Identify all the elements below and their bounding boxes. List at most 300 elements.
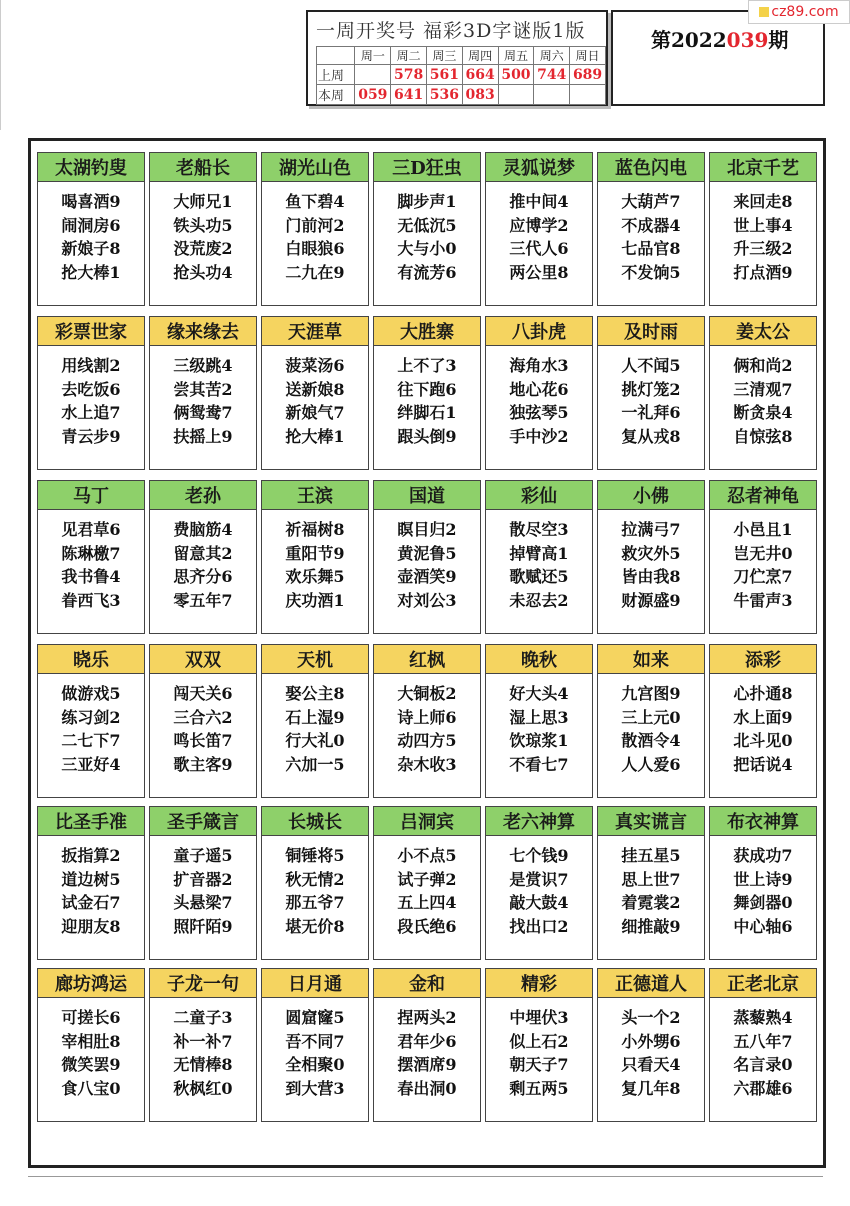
riddle-line: 行大礼0 bbox=[285, 731, 345, 750]
riddle-line: 二七下7 bbox=[61, 731, 121, 750]
riddle-card bbox=[37, 806, 145, 960]
riddle-card bbox=[37, 152, 145, 306]
riddle-card bbox=[149, 316, 257, 470]
card-author: 长城长 bbox=[262, 807, 368, 836]
riddle-card bbox=[261, 968, 369, 1122]
riddle-card bbox=[597, 806, 705, 960]
riddle-line: 三合六2 bbox=[173, 707, 233, 727]
riddle-card bbox=[37, 644, 145, 798]
row-label: 上周 bbox=[317, 65, 355, 85]
issue-digits: 039 bbox=[726, 28, 769, 52]
day-header-row bbox=[317, 47, 606, 65]
card-author: 王滨 bbox=[262, 481, 368, 510]
card-author: 北京千艺 bbox=[710, 153, 816, 182]
card-author: 湖光山色 bbox=[262, 153, 368, 182]
riddle-line: 青云步9 bbox=[61, 426, 121, 446]
day-label: 周三 bbox=[427, 47, 463, 65]
card-author: 日月通 bbox=[262, 969, 368, 998]
card-riddles bbox=[710, 674, 816, 776]
riddle-line: 三级跳4 bbox=[173, 356, 233, 375]
issue-panel bbox=[611, 10, 825, 106]
card-author: 子龙一句 bbox=[150, 969, 256, 998]
riddle-line: 掉臂高1 bbox=[509, 543, 569, 563]
card-riddles bbox=[374, 998, 480, 1100]
card-riddles bbox=[486, 998, 592, 1100]
issue-prefix: 第2022 bbox=[651, 28, 727, 52]
riddle-line: 童子遥5 bbox=[173, 846, 233, 865]
riddle-line: 俩和尚2 bbox=[733, 356, 793, 375]
riddle-line: 上不了3 bbox=[397, 356, 457, 375]
riddle-line: 绊脚石1 bbox=[397, 403, 457, 422]
riddle-line: 名言录0 bbox=[733, 1055, 793, 1074]
riddle-line: 未忍去2 bbox=[509, 590, 569, 610]
card-riddles bbox=[710, 836, 816, 938]
card-riddles bbox=[262, 998, 368, 1100]
riddle-line: 补一补7 bbox=[173, 1031, 233, 1051]
riddle-card bbox=[373, 480, 481, 634]
card-riddles bbox=[38, 998, 144, 1100]
riddle-line: 牛雷声3 bbox=[733, 590, 793, 610]
card-author: 缘来缘去 bbox=[150, 317, 256, 346]
riddle-line: 照阡陌9 bbox=[173, 916, 233, 936]
issue-number bbox=[651, 24, 788, 53]
riddle-line: 五上四4 bbox=[397, 893, 457, 912]
riddle-card bbox=[149, 152, 257, 306]
riddle-line: 歌赋还5 bbox=[509, 567, 569, 586]
riddle-line: 动四方5 bbox=[397, 731, 457, 750]
riddle-line: 壶酒笑9 bbox=[397, 567, 457, 586]
riddle-line: 圆窟窿5 bbox=[285, 1008, 345, 1027]
riddle-line: 救灾外5 bbox=[621, 543, 681, 563]
draw-number: 689 bbox=[570, 65, 606, 85]
card-author: 天涯草 bbox=[262, 317, 368, 346]
riddle-line: 推中间4 bbox=[509, 192, 569, 211]
card-riddles bbox=[262, 182, 368, 284]
card-author: 金和 bbox=[374, 969, 480, 998]
riddle-line: 摆酒席9 bbox=[397, 1055, 457, 1074]
riddle-line: 财源盛9 bbox=[621, 590, 681, 610]
card-riddles bbox=[486, 674, 592, 776]
riddle-line: 诗上师6 bbox=[397, 707, 457, 727]
riddle-line: 二童子3 bbox=[173, 1008, 233, 1027]
riddle-line: 水上追7 bbox=[61, 403, 121, 422]
riddle-line: 捏两头2 bbox=[397, 1008, 457, 1027]
draw-number: 536 bbox=[427, 85, 463, 105]
card-riddles bbox=[598, 182, 704, 284]
card-author: 老孙 bbox=[150, 481, 256, 510]
riddle-line: 剩五两5 bbox=[509, 1078, 569, 1098]
riddle-card bbox=[485, 480, 593, 634]
riddle-card bbox=[597, 316, 705, 470]
riddle-line: 七品官8 bbox=[621, 239, 681, 258]
card-author: 廊坊鸿运 bbox=[38, 969, 144, 998]
riddle-line: 三代人6 bbox=[509, 239, 569, 258]
riddle-line: 好大头4 bbox=[509, 684, 569, 703]
riddle-card bbox=[261, 806, 369, 960]
bottom-rule bbox=[28, 1176, 823, 1177]
card-riddles bbox=[598, 674, 704, 776]
riddle-line: 北斗见0 bbox=[733, 731, 793, 750]
riddle-line: 黄泥鲁5 bbox=[397, 543, 457, 563]
riddle-line: 大铜板2 bbox=[397, 684, 457, 703]
riddle-line: 试子弹2 bbox=[397, 869, 457, 889]
card-riddles bbox=[150, 674, 256, 776]
riddle-card bbox=[373, 152, 481, 306]
riddle-line: 岂无井0 bbox=[733, 543, 793, 563]
card-riddles bbox=[598, 836, 704, 938]
riddle-line: 去吃饭6 bbox=[61, 379, 121, 399]
riddle-line: 中心轴6 bbox=[733, 916, 793, 936]
corner-cell bbox=[317, 47, 355, 65]
riddle-line: 两公里8 bbox=[509, 262, 569, 282]
card-riddles bbox=[374, 836, 480, 938]
card-author: 布衣神算 bbox=[710, 807, 816, 836]
riddle-line: 自惊弦8 bbox=[733, 426, 793, 446]
riddle-line: 菠菜汤6 bbox=[285, 356, 345, 375]
riddle-line: 君年少6 bbox=[397, 1031, 457, 1051]
riddle-line: 三上元0 bbox=[621, 707, 681, 727]
riddle-line: 练习剑2 bbox=[61, 707, 121, 727]
riddle-line: 鸣长笛7 bbox=[173, 731, 233, 750]
riddle-line: 大与小0 bbox=[397, 239, 457, 258]
riddle-line: 细推敲9 bbox=[621, 916, 681, 936]
riddle-card bbox=[373, 968, 481, 1122]
riddle-line: 段氏绝6 bbox=[397, 916, 457, 936]
riddle-line: 海角水3 bbox=[509, 356, 569, 375]
riddle-card bbox=[37, 968, 145, 1122]
riddle-card bbox=[597, 480, 705, 634]
riddle-card bbox=[485, 316, 593, 470]
last-week-row bbox=[317, 65, 606, 85]
draw-number: 641 bbox=[391, 85, 427, 105]
card-author: 国道 bbox=[374, 481, 480, 510]
card-author: 三D狂虫 bbox=[374, 153, 480, 182]
riddle-line: 到大营3 bbox=[285, 1078, 345, 1098]
riddle-line: 全相聚0 bbox=[285, 1055, 345, 1074]
brand-square-icon bbox=[759, 7, 769, 17]
riddle-card bbox=[485, 806, 593, 960]
riddle-card bbox=[373, 806, 481, 960]
riddle-card bbox=[373, 644, 481, 798]
riddle-line: 没荒废2 bbox=[173, 239, 233, 258]
riddle-line: 九宫图9 bbox=[621, 684, 681, 703]
riddle-line: 小邑且1 bbox=[733, 520, 793, 539]
card-riddles bbox=[598, 510, 704, 612]
card-author: 八卦虎 bbox=[486, 317, 592, 346]
riddle-card bbox=[485, 644, 593, 798]
draw-number: 083 bbox=[462, 85, 498, 105]
riddle-line: 做游戏5 bbox=[61, 684, 121, 703]
riddle-line: 用线割2 bbox=[61, 356, 121, 375]
riddle-card bbox=[597, 644, 705, 798]
card-author: 添彩 bbox=[710, 645, 816, 674]
riddle-line: 俩鸳鸯7 bbox=[173, 403, 233, 422]
riddle-line: 似上石2 bbox=[509, 1031, 569, 1051]
riddle-line: 复从戎8 bbox=[621, 426, 681, 446]
riddle-line: 吾不同7 bbox=[285, 1031, 345, 1051]
riddle-line: 闹洞房6 bbox=[61, 215, 121, 235]
riddle-line: 往下跑6 bbox=[397, 379, 457, 399]
riddle-line: 挂五星5 bbox=[621, 846, 681, 865]
day-label: 周日 bbox=[570, 47, 606, 65]
card-author: 双双 bbox=[150, 645, 256, 674]
riddle-line: 歌主客9 bbox=[173, 754, 233, 774]
card-riddles bbox=[710, 182, 816, 284]
riddle-line: 白眼狼6 bbox=[285, 239, 345, 258]
riddle-card bbox=[149, 968, 257, 1122]
riddle-line: 三清观7 bbox=[733, 379, 793, 399]
riddle-card bbox=[37, 316, 145, 470]
riddle-line: 应博学2 bbox=[509, 215, 569, 235]
riddle-card bbox=[709, 968, 817, 1122]
riddle-line: 不发饷5 bbox=[621, 262, 681, 282]
riddle-line: 门前河2 bbox=[285, 215, 345, 235]
card-author: 及时雨 bbox=[598, 317, 704, 346]
issue-suffix: 期 bbox=[768, 28, 789, 52]
riddle-line: 试金石7 bbox=[61, 893, 121, 912]
riddle-line: 复几年8 bbox=[621, 1078, 681, 1098]
riddle-line: 那五爷7 bbox=[285, 893, 345, 912]
card-author: 灵狐说梦 bbox=[486, 153, 592, 182]
draw-number bbox=[570, 85, 606, 105]
draw-number: 664 bbox=[462, 65, 498, 85]
draw-number bbox=[534, 85, 570, 105]
riddle-line: 小外甥6 bbox=[621, 1031, 681, 1051]
riddle-line: 秋无情2 bbox=[285, 869, 345, 889]
riddle-card bbox=[709, 644, 817, 798]
riddle-line: 新娘气7 bbox=[285, 403, 345, 422]
card-riddles bbox=[374, 674, 480, 776]
site-badge[interactable] bbox=[748, 0, 850, 24]
card-riddles bbox=[710, 510, 816, 612]
card-author: 忍者神龟 bbox=[710, 481, 816, 510]
riddle-card bbox=[485, 968, 593, 1122]
riddle-line: 宰相肚8 bbox=[61, 1031, 121, 1051]
riddle-line: 把话说4 bbox=[733, 754, 793, 774]
riddle-line: 扳指算2 bbox=[61, 846, 121, 865]
riddle-card bbox=[149, 480, 257, 634]
riddle-line: 拉满弓7 bbox=[621, 520, 681, 539]
card-riddles bbox=[150, 836, 256, 938]
riddle-line: 饮琼浆1 bbox=[509, 731, 569, 750]
card-author: 晓乐 bbox=[38, 645, 144, 674]
riddle-line: 扶摇上9 bbox=[173, 426, 233, 446]
riddle-line: 微笑罢9 bbox=[61, 1055, 121, 1074]
panel-title: 一周开奖号 福彩3D字谜版1版 bbox=[316, 20, 586, 42]
riddle-line: 湿上思3 bbox=[509, 707, 569, 727]
card-author: 红枫 bbox=[374, 645, 480, 674]
day-label: 周一 bbox=[355, 47, 391, 65]
day-label: 周二 bbox=[391, 47, 427, 65]
card-riddles bbox=[374, 182, 480, 284]
this-week-row bbox=[317, 85, 606, 105]
riddle-line: 水上面9 bbox=[733, 707, 793, 727]
riddle-line: 刀伫烹7 bbox=[733, 567, 793, 586]
riddle-line: 零五年7 bbox=[173, 590, 233, 610]
riddle-line: 秋枫红0 bbox=[173, 1078, 233, 1098]
riddle-line: 扩音器2 bbox=[173, 869, 233, 889]
card-riddles bbox=[262, 510, 368, 612]
card-author: 彩仙 bbox=[486, 481, 592, 510]
riddle-line: 费脑筋4 bbox=[173, 520, 233, 539]
riddle-card bbox=[597, 968, 705, 1122]
riddle-line: 喝喜酒9 bbox=[61, 192, 121, 211]
riddle-line: 舞剑器0 bbox=[733, 893, 793, 912]
riddle-line: 挑灯笼2 bbox=[621, 379, 681, 399]
riddle-line: 抢头功4 bbox=[173, 262, 233, 282]
card-riddles bbox=[374, 510, 480, 612]
riddle-line: 重阳节9 bbox=[285, 543, 345, 563]
card-author: 吕洞宾 bbox=[374, 807, 480, 836]
riddle-line: 娶公主8 bbox=[285, 684, 345, 703]
riddle-card bbox=[149, 806, 257, 960]
card-riddles bbox=[598, 998, 704, 1100]
riddle-line: 独弦琴5 bbox=[509, 403, 569, 422]
riddle-line: 新娘子8 bbox=[61, 239, 121, 258]
riddle-line: 春出洞0 bbox=[397, 1078, 457, 1098]
card-author: 正老北京 bbox=[710, 969, 816, 998]
riddle-line: 五八年7 bbox=[733, 1031, 793, 1051]
card-riddles bbox=[262, 674, 368, 776]
card-author: 太湖钓叟 bbox=[38, 153, 144, 182]
riddle-line: 欢乐舞5 bbox=[285, 567, 345, 586]
riddle-card bbox=[709, 152, 817, 306]
riddle-line: 世上诗9 bbox=[733, 869, 793, 889]
card-riddles bbox=[150, 998, 256, 1100]
riddle-line: 世上事4 bbox=[733, 215, 793, 235]
draw-number: 578 bbox=[391, 65, 427, 85]
card-riddles bbox=[486, 510, 592, 612]
riddle-line: 升三级2 bbox=[733, 239, 793, 258]
riddle-line: 杂木收3 bbox=[397, 754, 457, 774]
card-riddles bbox=[486, 346, 592, 448]
card-riddles bbox=[598, 346, 704, 448]
riddle-line: 庆功酒1 bbox=[285, 590, 345, 610]
riddle-line: 闯天关6 bbox=[173, 684, 233, 703]
riddle-line: 思齐分6 bbox=[173, 567, 233, 586]
day-label: 周五 bbox=[498, 47, 534, 65]
card-author: 马丁 bbox=[38, 481, 144, 510]
riddle-line: 七个钱9 bbox=[509, 846, 569, 865]
riddle-line: 迎朋友8 bbox=[61, 916, 121, 936]
card-riddles bbox=[374, 346, 480, 448]
card-riddles bbox=[710, 998, 816, 1100]
card-riddles bbox=[262, 836, 368, 938]
card-riddles bbox=[486, 836, 592, 938]
card-riddles bbox=[38, 182, 144, 284]
riddle-line: 头悬梁7 bbox=[173, 893, 233, 912]
riddle-line: 留意其2 bbox=[173, 543, 233, 563]
riddle-line: 抡大棒1 bbox=[285, 426, 345, 446]
riddle-line: 人人爱6 bbox=[621, 754, 681, 774]
riddle-line: 中埋伏3 bbox=[509, 1008, 569, 1027]
riddle-line: 找出口2 bbox=[509, 916, 569, 936]
riddle-line: 铁头功5 bbox=[173, 215, 233, 235]
riddle-line: 小不点5 bbox=[397, 846, 457, 865]
card-author: 晚秋 bbox=[486, 645, 592, 674]
draw-number: 561 bbox=[427, 65, 463, 85]
riddle-line: 着霓裳2 bbox=[621, 893, 681, 912]
riddle-line: 无情棒8 bbox=[173, 1055, 233, 1074]
draw-number bbox=[498, 85, 534, 105]
riddle-card bbox=[261, 152, 369, 306]
riddle-line: 朝天子7 bbox=[509, 1055, 569, 1074]
riddle-line: 眷西飞3 bbox=[61, 590, 121, 610]
riddle-line: 是赏识7 bbox=[509, 869, 569, 889]
row-label: 本周 bbox=[317, 85, 355, 105]
card-riddles bbox=[150, 510, 256, 612]
card-author: 老船长 bbox=[150, 153, 256, 182]
riddle-line: 祈福树8 bbox=[285, 520, 345, 539]
riddle-line: 蒸藜熟4 bbox=[733, 1008, 793, 1027]
riddle-card bbox=[149, 644, 257, 798]
riddle-line: 石上湿9 bbox=[285, 707, 345, 727]
card-author: 正德道人 bbox=[598, 969, 704, 998]
riddle-line: 不看七7 bbox=[509, 754, 569, 774]
riddle-card bbox=[485, 152, 593, 306]
riddle-line: 皆由我8 bbox=[621, 567, 681, 586]
card-riddles bbox=[710, 346, 816, 448]
riddle-line: 可搓长6 bbox=[61, 1008, 121, 1027]
riddle-line: 食八宝0 bbox=[61, 1078, 121, 1098]
riddle-line: 大师兄1 bbox=[173, 192, 233, 211]
riddle-line: 来回走8 bbox=[733, 192, 793, 211]
day-label: 周六 bbox=[534, 47, 570, 65]
riddle-line: 散尽空3 bbox=[509, 520, 569, 539]
card-riddles bbox=[38, 836, 144, 938]
draw-number bbox=[355, 65, 391, 85]
riddle-line: 打点酒9 bbox=[733, 262, 793, 282]
card-riddles bbox=[150, 346, 256, 448]
card-author: 比圣手准 bbox=[38, 807, 144, 836]
card-author: 彩票世家 bbox=[38, 317, 144, 346]
riddle-card bbox=[597, 152, 705, 306]
riddle-line: 跟头倒9 bbox=[397, 426, 457, 446]
riddle-line: 六郡雄6 bbox=[733, 1078, 793, 1098]
card-author: 精彩 bbox=[486, 969, 592, 998]
riddle-line: 堪无价8 bbox=[285, 916, 345, 936]
card-author: 圣手箴言 bbox=[150, 807, 256, 836]
draw-number: 500 bbox=[498, 65, 534, 85]
draw-number: 059 bbox=[355, 85, 391, 105]
riddle-line: 陈琳檄7 bbox=[61, 543, 121, 563]
brand-text: cz89.com bbox=[771, 4, 839, 20]
riddle-line: 六加一5 bbox=[285, 754, 345, 774]
card-riddles bbox=[38, 510, 144, 612]
riddle-line: 只看天4 bbox=[621, 1055, 681, 1074]
riddle-card bbox=[709, 806, 817, 960]
riddle-line: 鱼下碧4 bbox=[285, 192, 345, 211]
riddle-card bbox=[709, 480, 817, 634]
riddle-line: 我书鲁4 bbox=[61, 567, 121, 586]
riddle-line: 见君草6 bbox=[61, 520, 121, 539]
card-riddles bbox=[150, 182, 256, 284]
riddle-line: 敲大鼓4 bbox=[509, 893, 569, 912]
riddle-line: 脚步声1 bbox=[397, 192, 457, 211]
riddle-line: 断贪泉4 bbox=[733, 403, 793, 422]
card-author: 姜太公 bbox=[710, 317, 816, 346]
day-label: 周四 bbox=[462, 47, 498, 65]
draw-table bbox=[316, 46, 606, 105]
riddle-line: 三亚好4 bbox=[61, 754, 121, 774]
riddle-line: 思上世7 bbox=[621, 869, 681, 889]
card-riddles bbox=[486, 182, 592, 284]
riddle-line: 人不闻5 bbox=[621, 356, 681, 375]
riddle-line: 瞑目归2 bbox=[397, 520, 457, 539]
riddle-line: 无低沉5 bbox=[397, 215, 457, 235]
left-edge-rule bbox=[0, 0, 1, 130]
card-riddles bbox=[262, 346, 368, 448]
